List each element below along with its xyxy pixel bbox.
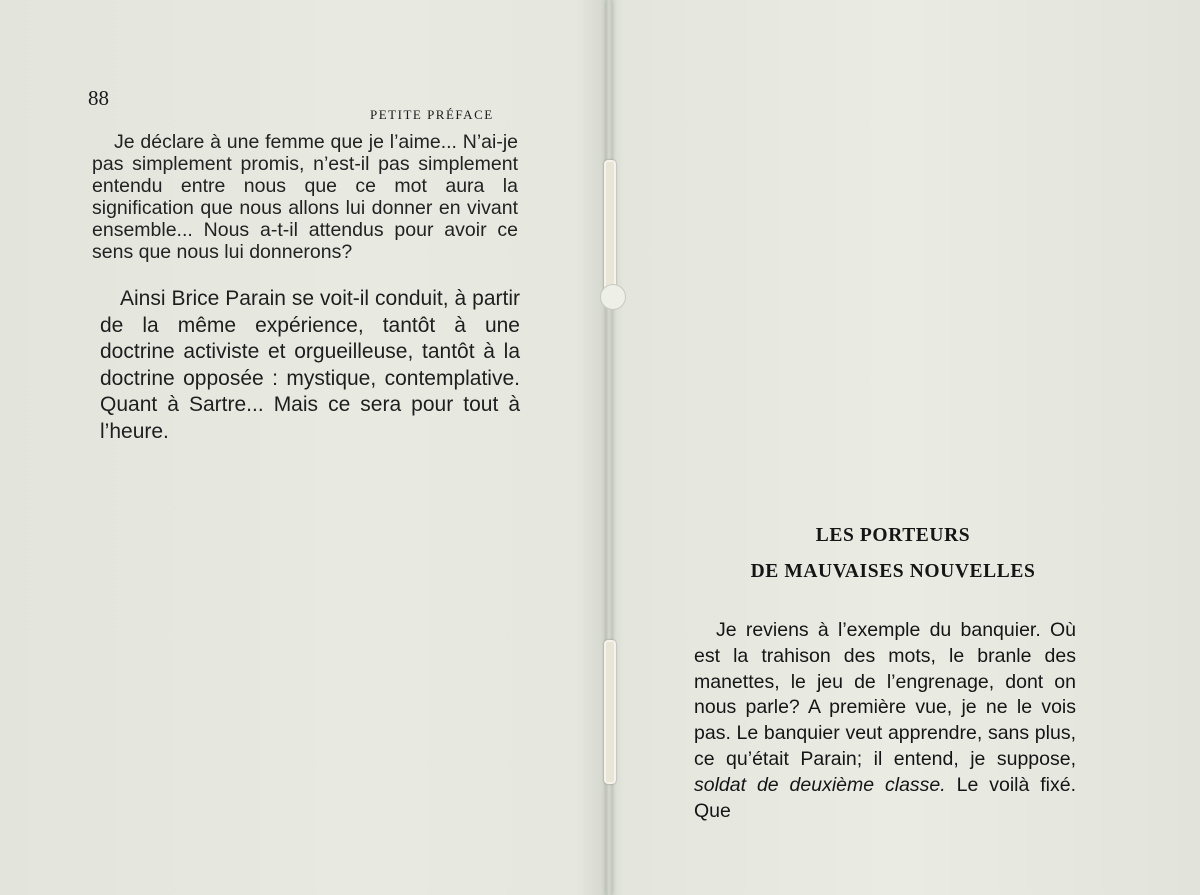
running-head: PETITE PRÉFACE: [370, 107, 494, 122]
chapter-title: [700, 518, 1086, 590]
page-number: 88: [88, 86, 109, 110]
chapter-title-line-1: LES PORTEURS: [815, 525, 971, 546]
chapter-title-line-2: DE MAUVAISES NOUVELLES: [750, 561, 1036, 582]
quote-paragraph: Je déclare à une femme que je l’aime... N’ai-je pas simplement promis, n’est-il pas simplement entendu entre nous que ce mot aura la signification que nous allons lui donner en vivant ensemble... Nous a-t-il attendus pour avoir ce sens que nous lui donnerons?: [92, 131, 518, 263]
binding-thread-lower: [604, 640, 616, 784]
right-body-paragraph: [694, 618, 1077, 822]
binding-hole: [600, 284, 626, 310]
binding-thread-upper: [604, 160, 616, 304]
right-paragraph-end: Le voilà fixé. Que: [694, 773, 1077, 822]
right-paragraph-italic: soldat de deuxième classe.: [694, 773, 946, 796]
right-paragraph-start: Je reviens à l’exemple du banquier. Où est la trahison des mots, le branle des manettes, le jeu de l’engrenage, dont on nous parle? A première vue, je ne le vois pas. Le banquier veut apprendre, sans plus, ce qu’était Parain; il entend, je suppose,: [694, 619, 1076, 770]
left-body-paragraph: Ainsi Brice Parain se voit-il conduit, à partir de la même expérience, tantôt à une doctrine activiste et orgueilleuse, tantôt à la doctrine opposée : mystique, contemplative. Quant à Sartre... Mais ce sera pour tout à l’heure.: [100, 287, 520, 443]
